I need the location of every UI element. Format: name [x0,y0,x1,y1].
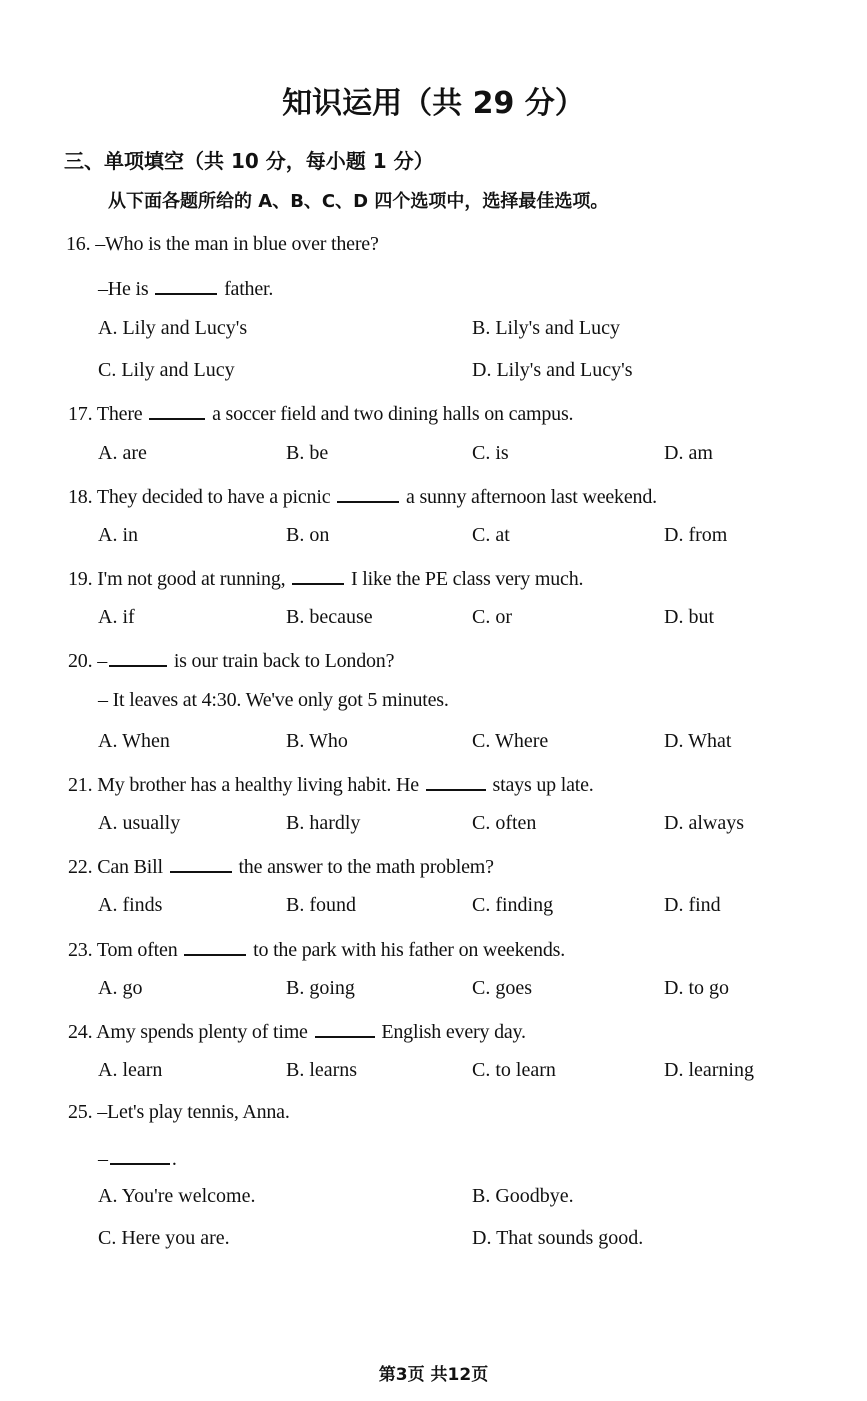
stem-text: is our train back to London? [169,650,395,672]
question-24-option-d: D. learning [664,1059,754,1081]
stem-text: – [98,1148,108,1170]
question-17-stem-line [68,400,573,426]
question-25-option-c: C. Here you are. [98,1227,230,1249]
question-23-option-b: B. going [286,977,355,999]
answer-blank [170,853,232,873]
stem-text: 17. There [68,403,148,425]
stem-text: 22. Can Bill [68,856,168,878]
stem-text: 16. –Who is the man in blue over there? [66,233,379,255]
question-24-option-a: A. learn [98,1059,163,1081]
question-21-option-c: C. often [472,812,537,834]
stem-text: 18. They decided to have a picnic [68,486,336,508]
question-22-option-d: D. find [664,894,721,916]
question-23-option-d: D. to go [664,977,729,999]
stem-text: to the park with his father on weekends. [248,939,566,961]
question-19-option-a: A. if [98,606,135,628]
stem-text: a sunny afternoon last weekend. [401,486,657,508]
section-instruction: 从下面各题所给的 A、B、C、D 四个选项中，选择最佳选项。 [108,191,609,212]
section-heading: 三、单项填空（共 10 分，每小题 1 分） [64,149,434,173]
answer-blank [315,1018,375,1038]
question-17-option-c: C. is [472,442,509,464]
question-17-option-a: A. are [98,442,147,464]
stem-text: 24. Amy spends plenty of time [68,1021,313,1043]
answer-blank [155,275,217,295]
stem-text: . [171,1148,177,1170]
answer-blank [109,647,167,667]
question-16-stem-line [66,233,379,256]
question-23-stem-line [68,936,565,962]
question-25-option-b: B. Goodbye. [472,1185,574,1207]
page-title: 知识运用（共 29 分） [282,86,585,121]
stem-text: a soccer field and two dining halls on campus. [207,403,574,425]
answer-blank [292,565,344,585]
question-21-option-a: A. usually [98,812,181,834]
answer-blank [184,936,246,956]
question-24-option-b: B. learns [286,1059,358,1081]
question-25-stem-line [68,1101,290,1124]
stem-text: 20. – [68,650,108,672]
question-23-option-c: C. goes [472,977,532,999]
stem-text: stays up late. [487,774,594,796]
question-18-option-d: D. from [664,524,728,546]
answer-blank [426,771,486,791]
question-20-stem-line [98,689,449,712]
page-footer: 第3页 共12页 [378,1365,489,1385]
question-23-option-a: A. go [98,977,143,999]
question-18-option-c: C. at [472,524,510,546]
question-22-stem-line [68,853,494,879]
question-17-option-b: B. be [286,442,329,464]
stem-text: – It leaves at 4:30. We've only got 5 minutes. [98,689,449,711]
question-21-option-d: D. always [664,812,744,834]
question-24-option-c: C. to learn [472,1059,556,1081]
stem-text: 19. I'm not good at running, [68,568,291,590]
question-18-option-b: B. on [286,524,330,546]
answer-blank [149,400,205,420]
stem-text: the answer to the math problem? [233,856,494,878]
question-20-option-d: D. What [664,730,732,752]
question-25-stem-line [98,1145,177,1171]
question-16-option-c: C. Lily and Lucy [98,359,235,381]
answer-blank [337,483,399,503]
stem-text: father. [219,278,274,300]
question-18-stem-line [68,483,657,509]
question-20-option-a: A. When [98,730,170,752]
question-22-option-a: A. finds [98,894,163,916]
question-17-option-d: D. am [664,442,713,464]
stem-text: 23. Tom often [68,939,183,961]
question-19-option-c: C. or [472,606,512,628]
stem-text: –He is [98,278,154,300]
question-25-option-a: A. You're welcome. [98,1185,256,1207]
question-20-option-c: C. Where [472,730,549,752]
question-16-option-b: B. Lily's and Lucy [472,317,621,339]
question-20-stem-line [68,647,394,673]
question-25-option-d: D. That sounds good. [472,1227,644,1249]
stem-text: 21. My brother has a healthy living habit. He [68,774,424,796]
stem-text: I like the PE class very much. [346,568,584,590]
question-22-option-b: B. found [286,894,356,916]
question-21-option-b: B. hardly [286,812,361,834]
question-22-option-c: C. finding [472,894,554,916]
question-18-option-a: A. in [98,524,138,546]
question-19-stem-line [68,565,583,591]
question-20-option-b: B. Who [286,730,348,752]
stem-text: 25. –Let's play tennis, Anna. [68,1101,290,1123]
stem-text: English every day. [376,1021,526,1043]
question-24-stem-line [68,1018,526,1044]
question-16-stem-line [98,275,273,301]
question-19-option-d: D. but [664,606,714,628]
answer-blank [110,1145,170,1165]
question-16-option-a: A. Lily and Lucy's [98,317,248,339]
question-21-stem-line [68,771,594,797]
question-19-option-b: B. because [286,606,373,628]
question-16-option-d: D. Lily's and Lucy's [472,359,633,381]
